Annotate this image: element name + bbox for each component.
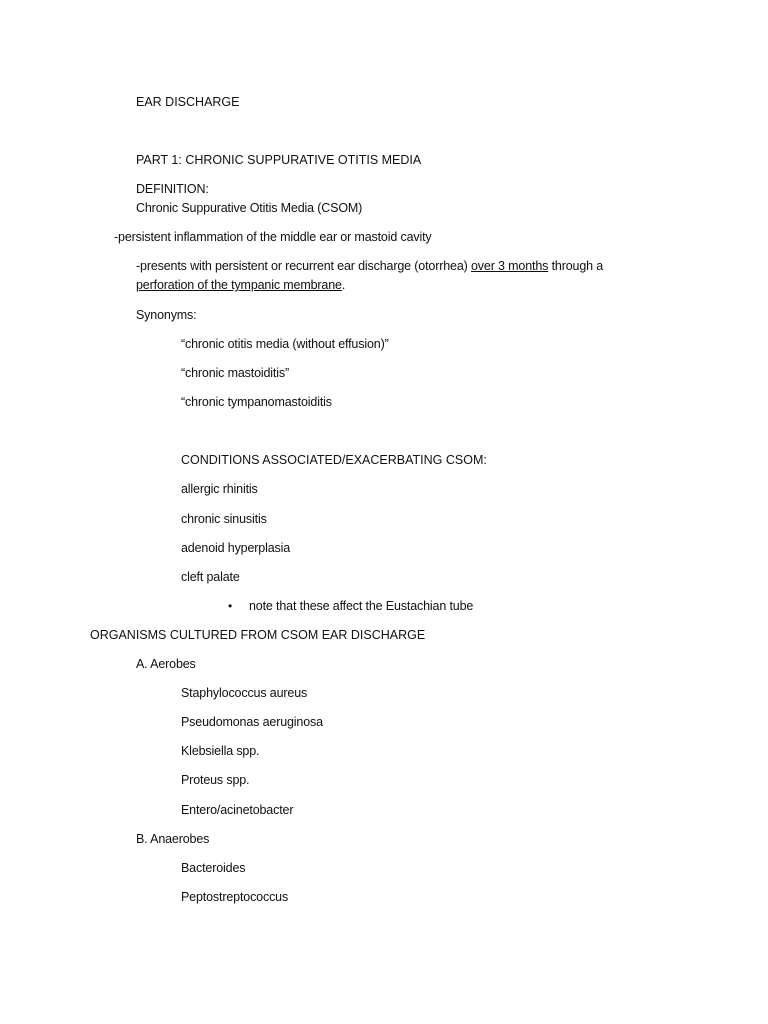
presents-line [136, 258, 603, 274]
aerobe-item: Proteus spp. [181, 773, 250, 787]
condition-item: adenoid hyperplasia [181, 541, 291, 555]
presents-text-start: -presents with persistent or recurrent ear discharge (otorrhea) [136, 259, 471, 273]
bullet-icon: • [228, 599, 233, 613]
aerobe-item: Klebsiella spp. [181, 744, 260, 758]
anaerobes-label: B. Anaerobes [136, 832, 210, 846]
anaerobe-item: Bacteroides [181, 861, 246, 875]
anaerobe-item: Peptostreptococcus [181, 890, 289, 904]
condition-item: cleft palate [181, 570, 240, 584]
perforation-underlined: perforation of the tympanic membrane [136, 278, 342, 292]
aerobes-label: A. Aerobes [136, 657, 196, 671]
aerobe-item: Staphylococcus aureus [181, 686, 308, 700]
duration-underlined: over 3 months [471, 259, 549, 273]
definition-text: Chronic Suppurative Otitis Media (CSOM) [136, 201, 363, 215]
perforation-line [136, 277, 345, 293]
definition-label: DEFINITION: [136, 182, 209, 196]
part-heading: PART 1: CHRONIC SUPPURATIVE OTITIS MEDIA [136, 153, 422, 167]
condition-item: chronic sinusitis [181, 512, 267, 526]
conditions-heading: CONDITIONS ASSOCIATED/EXACERBATING CSOM: [181, 453, 487, 467]
aerobe-item: Pseudomonas aeruginosa [181, 715, 323, 729]
synonyms-label: Synonyms: [136, 308, 197, 322]
eustachian-note: note that these affect the Eustachian tube [249, 599, 474, 613]
synonym-item: “chronic tympanomastoiditis [181, 395, 332, 409]
synonym-item: “chronic otitis media (without effusion)” [181, 337, 389, 351]
condition-item: allergic rhinitis [181, 482, 258, 496]
organisms-heading: ORGANISMS CULTURED FROM CSOM EAR DISCHARGE [90, 628, 426, 642]
perforation-period: . [341, 278, 346, 292]
persistent-inflammation-line: -persistent inflammation of the middle ear or mastoid cavity [114, 230, 432, 244]
aerobe-item: Entero/acinetobacter [181, 803, 294, 817]
document-title: EAR DISCHARGE [136, 95, 240, 109]
presents-text-end: through a [548, 259, 604, 273]
synonym-item: “chronic mastoiditis” [181, 366, 289, 380]
